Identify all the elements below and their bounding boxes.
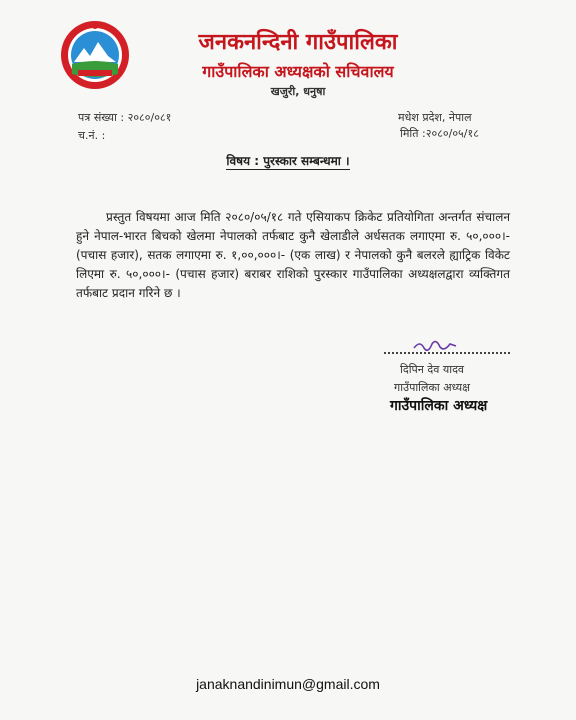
signature-line xyxy=(384,352,510,354)
footer-email[interactable]: janaknandinimun@gmail.com xyxy=(196,676,380,692)
subject-text: विषय : पुरस्कार सम्बन्धमा । xyxy=(226,154,350,168)
subject-line xyxy=(0,152,576,169)
letter-date: मिति :२०८०/०५/१८ xyxy=(400,127,479,140)
org-name: जनकनन्दिनी गाउँपालिका xyxy=(198,29,398,55)
office-address: खजुरी, धनुषा xyxy=(270,85,326,98)
dispatch-number: च.नं. : xyxy=(78,129,106,142)
letter-number: पत्र संख्या : २०८०/०८१ xyxy=(78,111,172,124)
signer-name: दिपिन देव यादव xyxy=(400,363,465,376)
office-name: गाउँपालिका अध्यक्षको सचिवालय xyxy=(202,62,394,81)
province-label: मधेश प्रदेश, नेपाल xyxy=(398,111,472,124)
letter-body: प्रस्तुत विषयमा आज मिति २०८०/०५/१८ गते एसियाकप क्रिकेट प्रतियोगिता अन्तर्गत संचालन हुने नेपाल-भारत बिचको खेलमा नेपालको तर्फबाट कुनै खेलाडीले अर्धसतक लगाएमा रु. ५०,०००।- (पचास हजार), सतक लगाएमा रु. १,००,०००।- (एक लाख) र नेपालको कुनै बलरले ह्याट्रिक विकेट लिएमा रु. ५०,०००।- (पचास हजार) बराबर राशिको पुरस्कार गाउँपालिका अध्यक्षलद्वारा व्यक्तिगत तर्फबाट प्रदान गरिने छ । xyxy=(76,210,510,300)
signer-title: गाउँपालिका अध्यक्ष xyxy=(394,381,471,394)
official-stamp: गाउँपालिका अध्यक्ष xyxy=(390,398,488,414)
nepal-emblem-icon xyxy=(58,18,132,92)
